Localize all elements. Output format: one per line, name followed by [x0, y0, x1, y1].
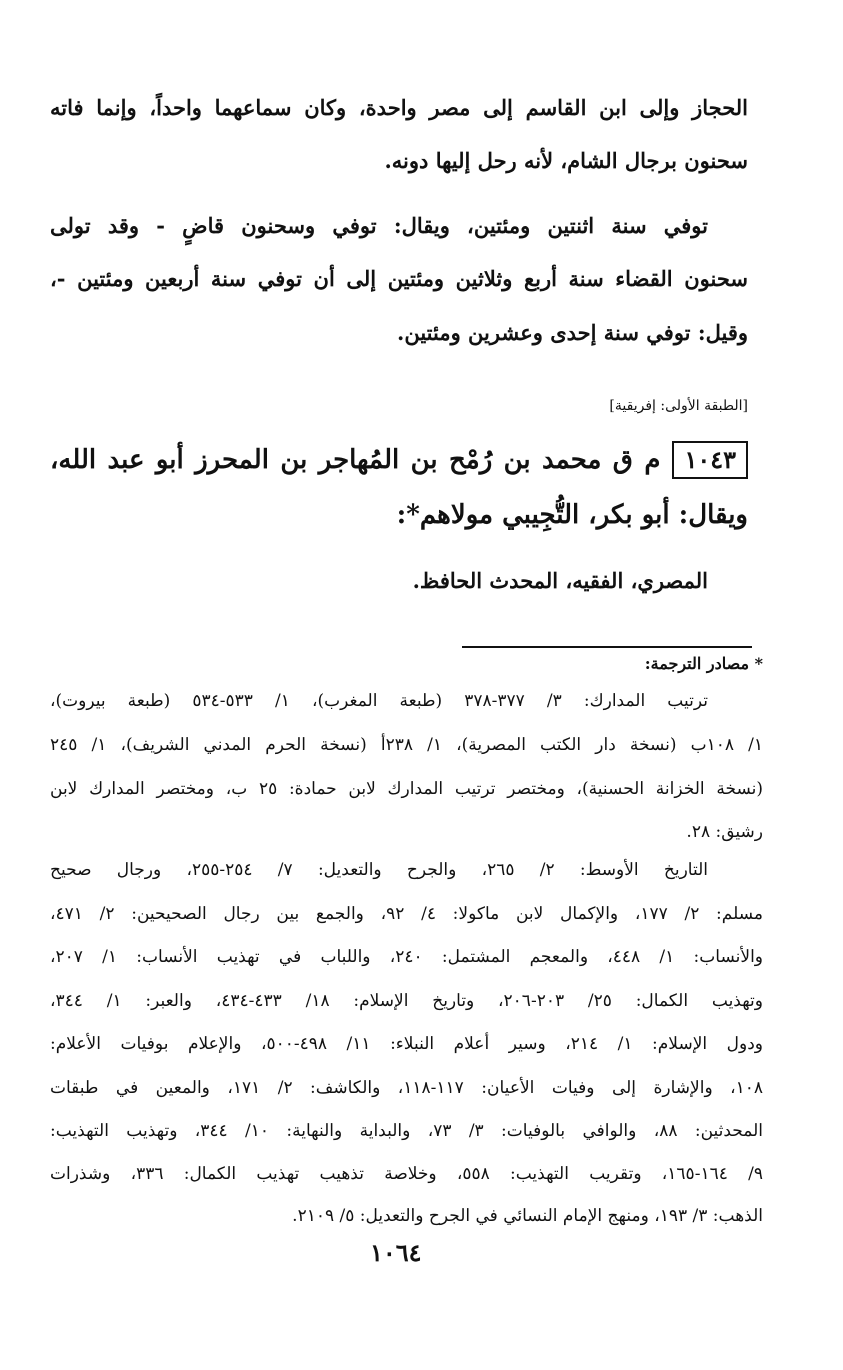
body-line: وقيل: توفي سنة إحدى وعشرين ومئتين.	[397, 320, 748, 345]
footnote-line: المحدثين: ٨٨، والوافي بالوفيات: ٣/ ٧٣، والبداية والنهاية: ١٠/ ٣٤٤، وتهذيب التهذيب:	[50, 1121, 764, 1141]
footnote-line: الذهب: ٣/ ١٩٣، ومنهج الإمام النسائي في الجرح والتعديل: ٥/ ٢١٠٩.	[292, 1206, 763, 1226]
footnote-divider	[462, 646, 752, 648]
footnote-line: ترتيب المدارك: ٣/ ٣٧٧-٣٧٨ (طبعة المغرب)، ١/ ٥٣٣-٥٣٤ (طبعة بيروت)،	[50, 691, 708, 711]
footnote-title: * مصادر الترجمة:	[644, 654, 763, 673]
body-line: سحنون القضاء سنة أربع وثلاثين ومئتين إلى أن توفي سنة أربعين ومئتين -،	[50, 266, 748, 291]
footnote-line: مسلم: ٢/ ١٧٧، والإكمال لابن ماكولا: ٤/ ٩٢، والجمع بين رجال الصحيحين: ٢/ ٤٧١،	[50, 904, 763, 924]
footnote-line: ٩/ ١٦٤-١٦٥، وتقريب التهذيب: ٥٥٨، وخلاصة تذهيب تهذيب الكمال: ٣٣٦، وشذرات	[50, 1164, 763, 1184]
footnote-line: والأنساب: ١/ ٤٤٨، والمعجم المشتمل: ٢٤٠، واللباب في تهذيب الأنساب: ١/ ٢٠٧،	[50, 947, 763, 967]
footnote-line: رشيق: ٢٨.	[686, 822, 763, 842]
footnote-line: وتهذيب الكمال: ٢٥/ ٢٠٣-٢٠٦، وتاريخ الإسلام: ١٨/ ٤٣٣-٤٣٤، والعبر: ١/ ٣٤٤،	[50, 991, 763, 1011]
entry-description: المصري، الفقيه، المحدث الحافظ.	[412, 568, 708, 593]
body-line: سحنون برجال الشام، لأنه رحل إليها دونه.	[384, 148, 748, 173]
footnote-line: ١٠٨، والإشارة إلى وفيات الأعيان: ١١٧-١١٨، والكاشف: ٢/ ١٧١، والمعين في طبقات	[50, 1078, 764, 1098]
entry-heading-line2: ويقال: أبو بكر، التُّجِيبي مولاهم*:	[396, 500, 748, 530]
body-line: توفي سنة اثنتين ومئتين، ويقال: توفي وسحنون قاضٍ - وقد تولى	[50, 213, 708, 238]
body-line: الحجاز وإلى ابن القاسم إلى مصر واحدة، وكان سماعهما واحداً، وإنما فاته	[50, 95, 748, 120]
footnote-line: التاريخ الأوسط: ٢/ ٢٦٥، والجرح والتعديل: ٧/ ٢٥٤-٢٥٥، ورجال صحيح	[50, 860, 709, 880]
footnote-line: ودول الإسلام: ١/ ٢١٤، وسير أعلام النبلاء: ١١/ ٤٩٨-٥٠٠، والإعلام بوفيات الأعلام:	[50, 1034, 763, 1054]
footnote-line: ١/ ١٠٨ب (نسخة دار الكتب المصرية)، ١/ ٢٣٨أ (نسخة الحرم المدني الشريف)، ١/ ٢٤٥	[50, 735, 764, 755]
page-number: ١٠٦٤	[370, 1238, 422, 1267]
footnote-line: (نسخة الخزانة الحسنية)، ومختصر ترتيب المدارك لابن حمادة: ٢٥ ب، ومختصر المدارك لابن	[50, 779, 763, 799]
entry-heading	[50, 441, 748, 479]
entry-number: ١٠٤٣	[672, 441, 748, 479]
entry-heading-line1: م ق محمد بن رُمْح بن المُهاجر بن المحرز أبو عبد الله،	[50, 445, 661, 475]
tabaqa-label: [الطبقة الأولى: إفريقية]	[609, 398, 748, 414]
